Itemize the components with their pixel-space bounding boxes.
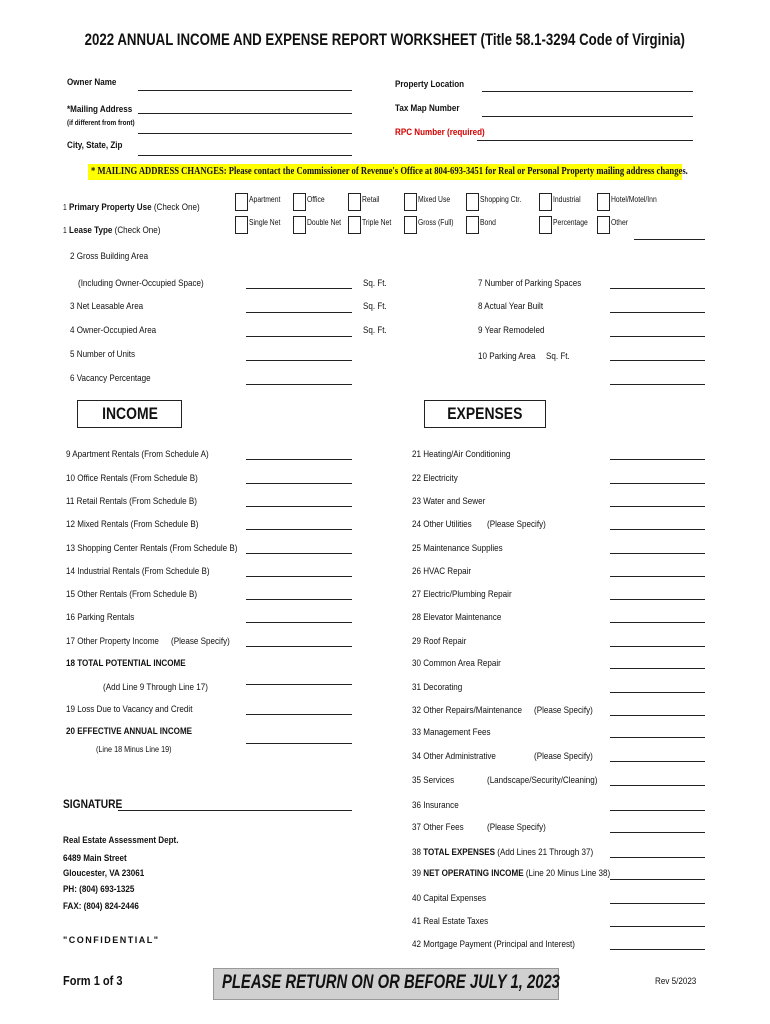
real-estate-taxes-field[interactable]	[610, 926, 705, 927]
form-number: Form 1 of 3	[63, 973, 123, 988]
total-expenses-label: 38 TOTAL EXPENSES (Add Lines 21 Through 37)	[412, 847, 594, 858]
expense-line-label: 27 Electric/Plumbing Repair	[412, 589, 512, 600]
owner-occupied-sqft: Sq. Ft.	[363, 325, 387, 336]
lease-type-checkbox[interactable]	[404, 216, 417, 234]
capital-expenses-field[interactable]	[610, 903, 705, 904]
office-phone: PH: (804) 693-1325	[63, 884, 135, 895]
office-dept: Real Estate Assessment Dept.	[63, 835, 179, 846]
add-lines-note: (Add Line 9 Through Line 17)	[103, 682, 208, 693]
expense-line-field[interactable]	[610, 810, 705, 811]
office-fax: FAX: (804) 824-2446	[63, 901, 139, 912]
page-title: 2022 ANNUAL INCOME AND EXPENSE REPORT WORKSHEET (Title 58.1-3294 Code of Virginia)	[84, 30, 686, 49]
minus-line-note: (Line 18 Minus Line 19)	[96, 744, 172, 754]
expense-line-label: 29 Roof Repair	[412, 636, 467, 647]
lease-type-option-label: Percentage	[553, 218, 588, 227]
return-banner-text: PLEASE RETURN ON OR BEFORE JULY 1, 2023	[222, 972, 560, 993]
including-owner-label: (Including Owner-Occupied Space)	[78, 278, 204, 289]
primary-use-checkbox[interactable]	[539, 193, 552, 211]
fees-note: (Please Specify)	[487, 822, 546, 833]
tax-map-field[interactable]	[482, 116, 693, 117]
owner-name-label: Owner Name	[67, 77, 117, 88]
expense-line-label: 34 Other Administrative	[412, 751, 496, 762]
lease-type-option-label: Single Net	[249, 218, 281, 227]
primary-use-checkbox[interactable]	[293, 193, 306, 211]
year-remodeled-label: 9 Year Remodeled	[478, 325, 545, 336]
expense-line-field[interactable]	[610, 737, 705, 738]
lease-type-checkbox[interactable]	[235, 216, 248, 234]
expenses-heading: EXPENSES	[424, 400, 546, 428]
units-label: 5 Number of Units	[70, 349, 136, 360]
income-line-label: 12 Mixed Rentals (From Schedule B)	[66, 519, 199, 530]
income-line-field[interactable]	[246, 529, 352, 530]
expense-line-field[interactable]	[610, 646, 705, 647]
income-heading: INCOME	[77, 400, 182, 428]
expense-line-field[interactable]	[610, 599, 705, 600]
expense-line-field[interactable]	[610, 761, 705, 762]
expense-line-label: 33 Management Fees	[412, 727, 491, 738]
primary-use-option-label: Shopping Ctr.	[480, 195, 522, 204]
income-line-field[interactable]	[246, 646, 352, 647]
parking-area-label: 10 Parking Area	[478, 351, 536, 362]
income-line-label: 11 Retail Rentals (From Schedule B)	[66, 496, 197, 507]
income-line-label: 9 Apartment Rentals (From Schedule A)	[66, 449, 209, 460]
primary-use-option-label: Retail	[362, 195, 380, 204]
expense-line-field[interactable]	[610, 668, 705, 669]
lease-type-option-label: Bond	[480, 218, 496, 227]
parking-spaces-field[interactable]	[610, 288, 705, 289]
vacancy-field[interactable]	[246, 384, 352, 385]
vacancy-label: 6 Vacancy Percentage	[70, 373, 151, 384]
income-line-field[interactable]	[246, 576, 352, 577]
expense-line-label: 31 Decorating	[412, 682, 463, 693]
revision-label: Rev 5/2023	[655, 976, 697, 987]
parking-area-sqft: Sq. Ft.	[546, 351, 570, 362]
income-line-field[interactable]	[246, 622, 352, 623]
expense-line-label: 32 Other Repairs/Maintenance	[412, 705, 522, 716]
expense-line-label: 36 Insurance	[412, 800, 459, 811]
signature-label: SIGNATURE	[63, 797, 123, 811]
income-line-field[interactable]	[246, 506, 352, 507]
services-note: (Landscape/Security/Cleaning)	[487, 775, 598, 786]
gross-area-sqft: Sq. Ft.	[363, 278, 387, 289]
expense-line-label: 26 HVAC Repair	[412, 566, 472, 577]
expense-line-field[interactable]	[610, 832, 705, 833]
expense-line-field[interactable]	[610, 785, 705, 786]
parking-area-field[interactable]	[610, 360, 705, 361]
mailing-address-field-2[interactable]	[138, 133, 352, 134]
expense-line-label: 37 Other Fees	[412, 822, 464, 833]
primary-use-checkbox[interactable]	[348, 193, 361, 211]
expense-line-field[interactable]	[610, 715, 705, 716]
office-street: 6489 Main Street	[63, 853, 127, 864]
total-potential-label: 18 TOTAL POTENTIAL INCOME	[66, 658, 186, 669]
expense-line-field[interactable]	[610, 622, 705, 623]
total-expenses-field[interactable]	[610, 857, 705, 858]
expense-line-label: 24 Other Utilities	[412, 519, 472, 530]
tax-map-label: Tax Map Number	[395, 103, 460, 114]
income-line-field[interactable]	[246, 599, 352, 600]
property-location-label: Property Location	[395, 79, 465, 90]
net-operating-label: 39 NET OPERATING INCOME (Line 20 Minus Line 38)	[412, 868, 611, 879]
gross-area-label: 2 Gross Building Area	[70, 251, 149, 262]
income-line-field[interactable]	[246, 553, 352, 554]
owner-occupied-field[interactable]	[246, 336, 352, 337]
mailing-address-label: *Mailing Address	[67, 104, 133, 115]
expense-line-field[interactable]	[610, 483, 705, 484]
primary-use-checkbox[interactable]	[235, 193, 248, 211]
mortgage-field[interactable]	[610, 949, 705, 950]
expense-line-field[interactable]	[610, 553, 705, 554]
mailing-address-field[interactable]	[138, 113, 352, 114]
owner-name-field[interactable]	[138, 90, 352, 91]
primary-use-option-label: Hotel/Motel/Inn	[611, 195, 657, 204]
lease-type-option-label: Gross (Full)	[418, 218, 454, 227]
repairs-note: (Please Specify)	[534, 705, 593, 716]
net-leasable-field[interactable]	[246, 312, 352, 313]
lease-type-checkbox[interactable]	[466, 216, 479, 234]
income-line-field[interactable]	[246, 459, 352, 460]
income-line-label: 16 Parking Rentals	[66, 612, 135, 623]
income-specify-note: (Please Specify)	[171, 636, 230, 647]
effective-income-label: 20 EFFECTIVE ANNUAL INCOME	[66, 726, 193, 737]
lease-type-option-label: Triple Net	[362, 218, 392, 227]
net-operating-field[interactable]	[610, 879, 705, 880]
primary-use-option-label: Industrial	[553, 195, 581, 204]
income-line-label: 14 Industrial Rentals (From Schedule B)	[66, 566, 210, 577]
income-line-label: 17 Other Property Income	[66, 636, 159, 647]
rpc-number-field[interactable]	[477, 140, 693, 141]
net-leasable-label: 3 Net Leasable Area	[70, 301, 144, 312]
year-remodeled-field[interactable]	[610, 336, 705, 337]
utilities-note: (Please Specify)	[487, 519, 546, 530]
primary-use-option-label: Office	[307, 195, 325, 204]
units-field[interactable]	[246, 360, 352, 361]
lease-type-checkbox[interactable]	[597, 216, 610, 234]
real-estate-taxes-label: 41 Real Estate Taxes	[412, 916, 489, 927]
property-location-field[interactable]	[482, 91, 693, 92]
primary-use-option-label: Mixed Use	[418, 195, 451, 204]
expense-line-label: 21 Heating/Air Conditioning	[412, 449, 511, 460]
expense-line-field[interactable]	[610, 459, 705, 460]
expense-line-field[interactable]	[610, 529, 705, 530]
lease-type-checkbox[interactable]	[293, 216, 306, 234]
office-city: Gloucester, VA 23061	[63, 868, 145, 879]
lease-type-checkbox[interactable]	[348, 216, 361, 234]
lease-other-field[interactable]	[634, 239, 705, 240]
year-built-label: 8 Actual Year Built	[478, 301, 544, 312]
expense-line-field[interactable]	[610, 576, 705, 577]
expense-line-label: 28 Elevator Maintenance	[412, 612, 502, 623]
primary-use-checkbox[interactable]	[404, 193, 417, 211]
income-line-label: 10 Office Rentals (From Schedule B)	[66, 473, 198, 484]
mailing-notice-text: * MAILING ADDRESS CHANGES: Please contact the Commissioner of Revenue's Office at 804-693-3451 for Real or Personal Property mailing address changes.	[91, 166, 688, 177]
lease-type-option-label: Other	[611, 218, 629, 227]
extra-field[interactable]	[610, 384, 705, 385]
primary-use-checkbox[interactable]	[597, 193, 610, 211]
signature-field[interactable]	[118, 810, 352, 811]
rpc-number-label: RPC Number (required)	[395, 127, 485, 138]
net-leasable-sqft: Sq. Ft.	[363, 301, 387, 312]
confidential-label: "CONFIDENTIAL"	[63, 935, 160, 945]
primary-use-option-label: Apartment	[249, 195, 281, 204]
capital-expenses-label: 40 Capital Expenses	[412, 893, 487, 904]
income-line-label: 13 Shopping Center Rentals (From Schedule B)	[66, 543, 238, 554]
expense-line-label: 23 Water and Sewer	[412, 496, 486, 507]
expense-line-label: 35 Services	[412, 775, 455, 786]
lease-type-option-label: Double Net	[307, 218, 342, 227]
owner-occupied-label: 4 Owner-Occupied Area	[70, 325, 157, 336]
admin-note: (Please Specify)	[534, 751, 593, 762]
mortgage-label: 42 Mortgage Payment (Principal and Interest)	[412, 939, 575, 950]
loss-vacancy-label: 19 Loss Due to Vacancy and Credit	[66, 704, 193, 715]
city-state-zip-field[interactable]	[138, 155, 352, 156]
lease-type-checkbox[interactable]	[539, 216, 552, 234]
expense-line-label: 30 Common Area Repair	[412, 658, 501, 669]
mailing-note: (if different from front)	[67, 118, 135, 127]
effective-income-field[interactable]	[246, 743, 352, 744]
parking-spaces-label: 7 Number of Parking Spaces	[478, 278, 582, 289]
income-line-label: 15 Other Rentals (From Schedule B)	[66, 589, 198, 600]
loss-vacancy-field[interactable]	[246, 714, 352, 715]
primary-use-checkbox[interactable]	[466, 193, 479, 211]
expense-line-label: 22 Electricity	[412, 473, 458, 484]
expense-line-label: 25 Maintenance Supplies	[412, 543, 503, 554]
total-potential-field[interactable]	[246, 684, 352, 685]
city-state-zip-label: City, State, Zip	[67, 140, 123, 151]
income-line-field[interactable]	[246, 483, 352, 484]
year-built-field[interactable]	[610, 312, 705, 313]
primary-use-label: 1 Primary Property Use (Check One)	[63, 202, 200, 213]
gross-area-field[interactable]	[246, 288, 352, 289]
expense-line-field[interactable]	[610, 506, 705, 507]
expense-line-field[interactable]	[610, 692, 705, 693]
lease-type-label: 1 Lease Type (Check One)	[63, 225, 161, 236]
